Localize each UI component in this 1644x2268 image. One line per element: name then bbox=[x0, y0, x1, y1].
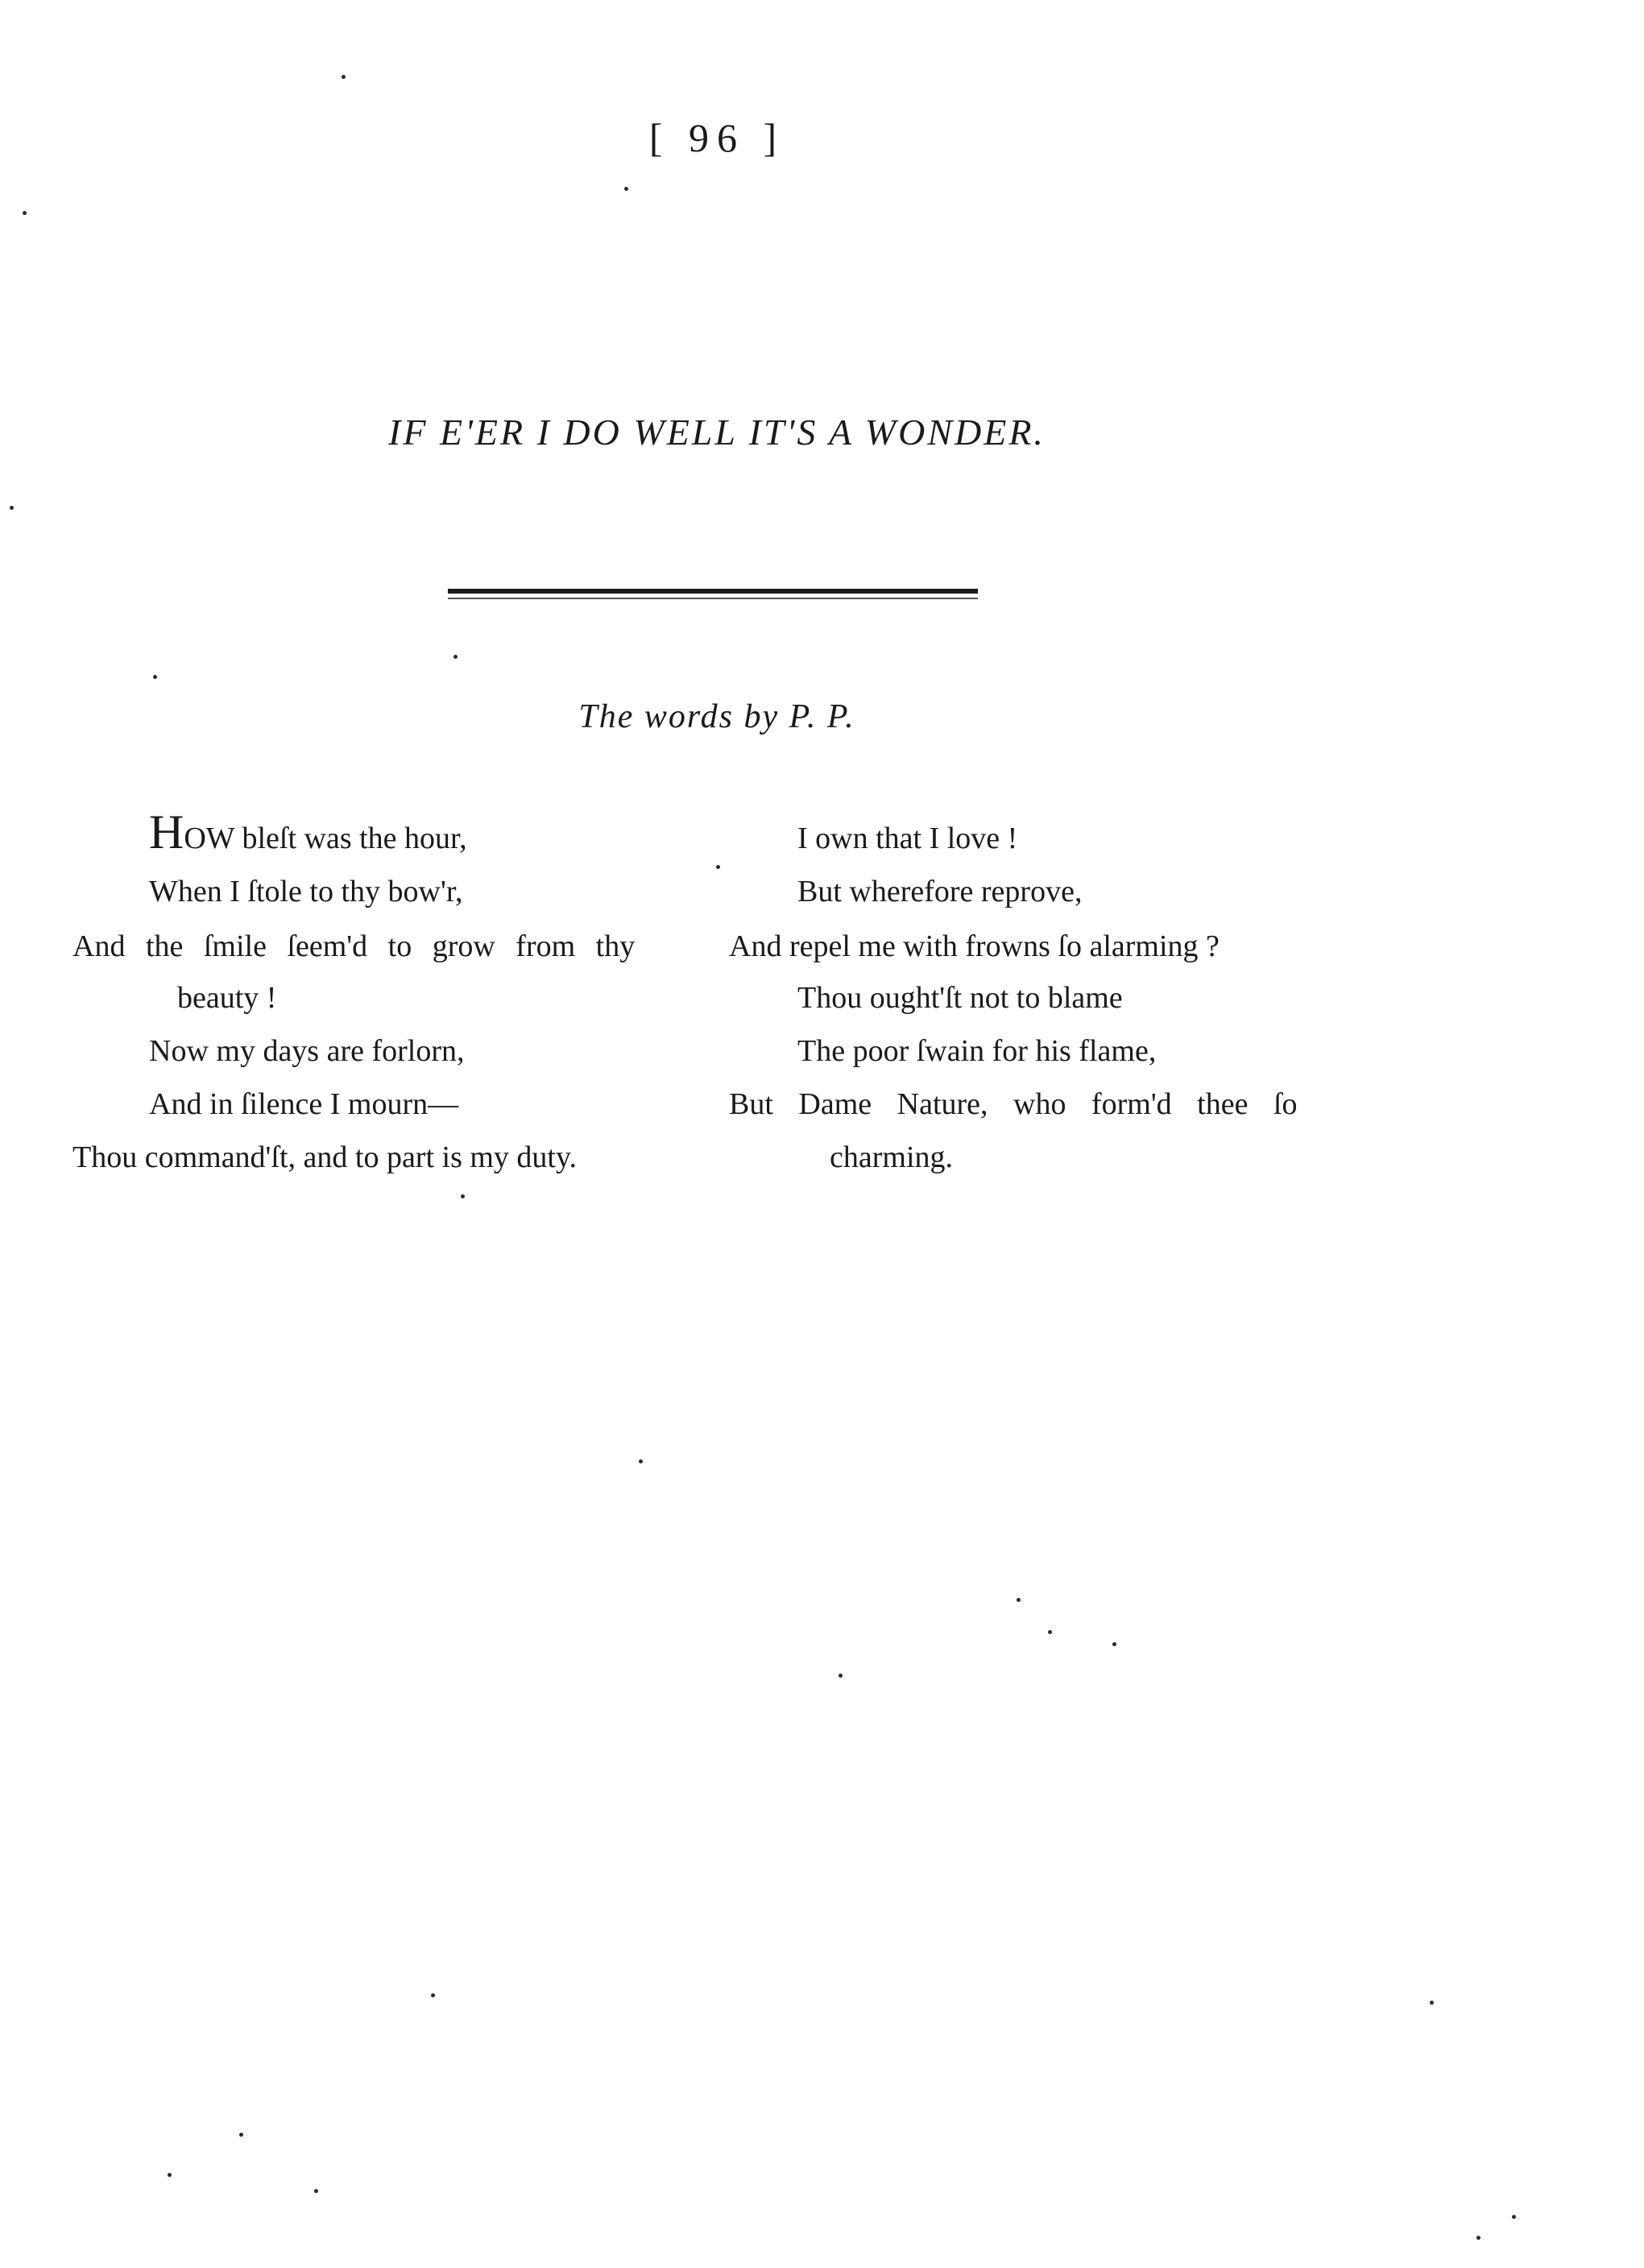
poem-line bbox=[149, 805, 467, 865]
poem-line: The poor ſwain for his flame, bbox=[797, 1034, 1157, 1068]
poem-line: And the ſmile ſeem'd to grow from thy bbox=[72, 929, 636, 963]
poem-line: But wherefore reprove, bbox=[797, 875, 1083, 908]
print-speck bbox=[716, 865, 720, 869]
print-speck bbox=[639, 1459, 643, 1463]
title-rule-thin bbox=[448, 598, 978, 599]
poem-line: charming. bbox=[830, 1140, 954, 1174]
print-speck bbox=[1430, 2001, 1434, 2005]
print-speck bbox=[1476, 2236, 1480, 2240]
print-speck bbox=[314, 2189, 318, 2193]
poem-line: And in ſilence I mourn— bbox=[149, 1087, 459, 1121]
poem-line: Thou ought'ſt not to blame bbox=[797, 981, 1123, 1015]
print-speck bbox=[453, 655, 458, 659]
poem-line: Now my days are forlorn, bbox=[149, 1034, 465, 1068]
print-speck bbox=[1112, 1642, 1116, 1646]
poem-line: But Dame Nature, who form'd thee ſo bbox=[729, 1087, 1298, 1121]
attribution: The words by P. P. bbox=[578, 698, 855, 735]
poem-line: When I ſtole to thy bow'r, bbox=[149, 875, 463, 908]
first-line-text: OW bleſt was the hour, bbox=[184, 822, 467, 855]
print-speck bbox=[624, 187, 628, 191]
poem-line: Thou command'ſt, and to part is my duty. bbox=[72, 1140, 578, 1174]
print-speck bbox=[461, 1194, 465, 1198]
poem-line: I own that I love ! bbox=[797, 822, 1018, 855]
title-rule bbox=[448, 589, 978, 594]
print-speck bbox=[10, 506, 14, 510]
print-speck bbox=[839, 1674, 843, 1678]
print-speck bbox=[1512, 2215, 1516, 2219]
song-title: IF E'ER I DO WELL IT'S A WONDER. bbox=[388, 412, 1046, 453]
print-speck bbox=[342, 75, 346, 79]
print-speck bbox=[431, 1993, 435, 1997]
print-speck bbox=[168, 2173, 172, 2177]
print-speck bbox=[1048, 1630, 1052, 1634]
poem-line: And repel me with frowns ſo alarming ? bbox=[729, 929, 1220, 963]
print-speck bbox=[153, 675, 157, 679]
print-speck bbox=[1017, 1598, 1021, 1602]
print-speck bbox=[23, 211, 27, 215]
poem-line: beauty ! bbox=[177, 981, 277, 1015]
drop-cap: H bbox=[149, 805, 184, 859]
print-speck bbox=[239, 2133, 243, 2137]
page-number: [ 96 ] bbox=[648, 115, 785, 160]
